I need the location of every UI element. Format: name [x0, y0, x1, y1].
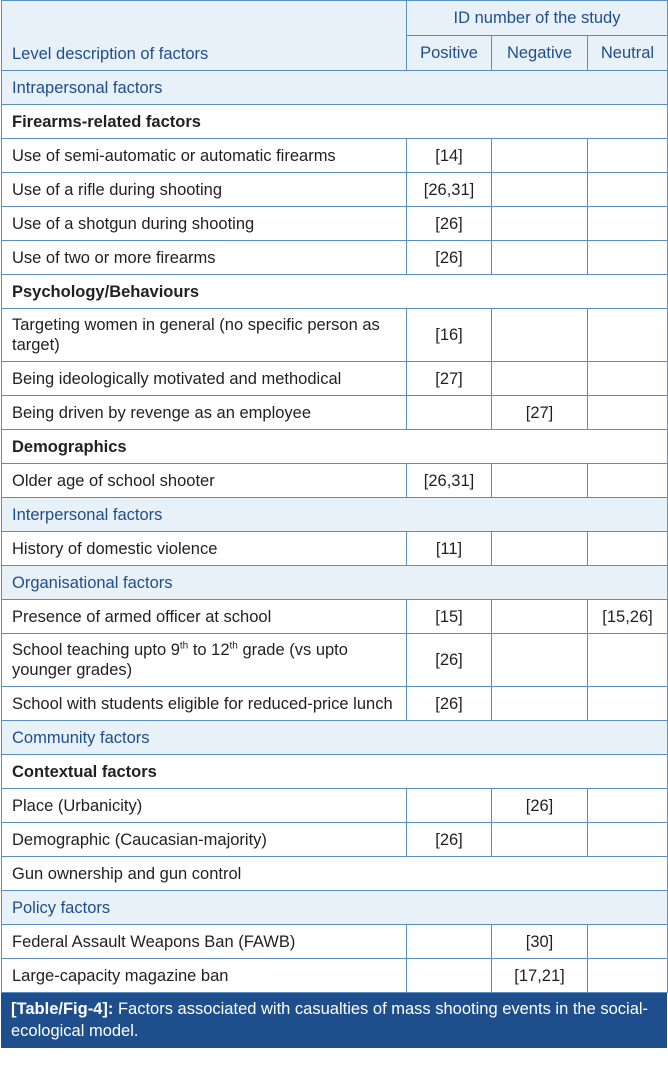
column-group-header: ID number of the study	[407, 1, 668, 36]
negative-cell	[492, 139, 588, 173]
factor-label-part: School teaching upto 9	[12, 641, 180, 659]
factor-label-part: grade (vs upto younger grades)	[12, 641, 348, 679]
level-heading: Community factors	[2, 721, 668, 755]
column-header-description: Level description of factors	[2, 1, 407, 71]
table-row	[2, 309, 668, 362]
negative-cell	[492, 532, 588, 566]
factor-label: Being ideologically motivated and methodical	[2, 362, 407, 396]
column-header-neutral: Neutral	[588, 36, 668, 71]
neutral-cell	[588, 173, 668, 207]
negative-cell	[492, 309, 588, 362]
neutral-cell	[588, 362, 668, 396]
subcategory-heading: Contextual factors	[2, 755, 668, 789]
level-row	[2, 721, 668, 755]
negative-cell: [30]	[492, 925, 588, 959]
neutral-cell	[588, 309, 668, 362]
factor-label: Place (Urbanicity)	[2, 789, 407, 823]
level-row	[2, 71, 668, 105]
factor-label: Use of semi-automatic or automatic firearms	[2, 139, 407, 173]
superscript: th	[229, 640, 238, 652]
neutral-cell: [15,26]	[588, 600, 668, 634]
positive-cell: [11]	[407, 532, 492, 566]
factor-label: Older age of school shooter	[2, 464, 407, 498]
level-heading: Intrapersonal factors	[2, 71, 668, 105]
neutral-cell	[588, 959, 668, 993]
factor-label-part: to 12	[188, 641, 230, 659]
subcategory-row	[2, 755, 668, 789]
positive-cell: [26]	[407, 241, 492, 275]
level-heading: Policy factors	[2, 891, 668, 925]
negative-cell	[492, 687, 588, 721]
positive-cell: [15]	[407, 600, 492, 634]
negative-cell: [26]	[492, 789, 588, 823]
factor-label: Use of two or more firearms	[2, 241, 407, 275]
table-figure	[1, 0, 667, 1048]
table-row	[2, 789, 668, 823]
table-row	[2, 207, 668, 241]
factor-label: Federal Assault Weapons Ban (FAWB)	[2, 925, 407, 959]
level-row	[2, 498, 668, 532]
negative-cell: [17,21]	[492, 959, 588, 993]
positive-cell: [26]	[407, 687, 492, 721]
neutral-cell	[588, 687, 668, 721]
neutral-cell	[588, 823, 668, 857]
table-caption	[1, 993, 667, 1048]
factor-label: Use of a rifle during shooting	[2, 173, 407, 207]
negative-cell	[492, 823, 588, 857]
superscript: th	[179, 640, 189, 652]
table-row	[2, 532, 668, 566]
table-row	[2, 600, 668, 634]
table-row	[2, 173, 668, 207]
neutral-cell	[588, 925, 668, 959]
table-row	[2, 959, 668, 993]
neutral-cell	[588, 532, 668, 566]
positive-cell: [26,31]	[407, 464, 492, 498]
subcategory-row	[2, 430, 668, 464]
subcategory-row	[2, 105, 668, 139]
negative-cell	[492, 173, 588, 207]
subcategory-heading: Firearms-related factors	[2, 105, 668, 139]
neutral-cell	[588, 139, 668, 173]
factors-table	[1, 0, 668, 993]
table-row	[2, 687, 668, 721]
caption-text: Factors associated with casualties of mass shooting events in the social-ecological model.	[11, 1000, 649, 1040]
positive-cell: [26]	[407, 634, 492, 687]
factor-label: Demographic (Caucasian-majority)	[2, 823, 407, 857]
table-row	[2, 464, 668, 498]
factor-label	[2, 634, 407, 687]
column-header-negative: Negative	[492, 36, 588, 71]
negative-cell	[492, 241, 588, 275]
positive-cell: [16]	[407, 309, 492, 362]
table-row	[2, 925, 668, 959]
level-heading: Organisational factors	[2, 566, 668, 600]
neutral-cell	[588, 464, 668, 498]
caption-tag: [Table/Fig-4]:	[11, 1000, 114, 1018]
subcategory-heading: Demographics	[2, 430, 668, 464]
neutral-cell	[588, 789, 668, 823]
negative-cell	[492, 464, 588, 498]
factor-label: Presence of armed officer at school	[2, 600, 407, 634]
factor-label: Gun ownership and gun control	[2, 857, 668, 891]
table-row	[2, 634, 668, 687]
table-row	[2, 857, 668, 891]
level-row	[2, 566, 668, 600]
negative-cell: [27]	[492, 396, 588, 430]
negative-cell	[492, 362, 588, 396]
positive-cell: [26]	[407, 823, 492, 857]
table-row	[2, 362, 668, 396]
table-row	[2, 396, 668, 430]
positive-cell	[407, 925, 492, 959]
table-row	[2, 139, 668, 173]
factor-label: Use of a shotgun during shooting	[2, 207, 407, 241]
table-row	[2, 823, 668, 857]
factor-label: Targeting women in general (no specific person as target)	[2, 309, 407, 362]
neutral-cell	[588, 396, 668, 430]
negative-cell	[492, 600, 588, 634]
neutral-cell	[588, 207, 668, 241]
positive-cell: [26,31]	[407, 173, 492, 207]
negative-cell	[492, 207, 588, 241]
positive-cell: [14]	[407, 139, 492, 173]
neutral-cell	[588, 634, 668, 687]
factor-label: Being driven by revenge as an employee	[2, 396, 407, 430]
subcategory-row	[2, 275, 668, 309]
negative-cell	[492, 634, 588, 687]
level-heading: Interpersonal factors	[2, 498, 668, 532]
subcategory-heading: Psychology/Behaviours	[2, 275, 668, 309]
positive-cell	[407, 396, 492, 430]
table-row	[2, 241, 668, 275]
level-row	[2, 891, 668, 925]
positive-cell	[407, 789, 492, 823]
factor-label: History of domestic violence	[2, 532, 407, 566]
positive-cell: [27]	[407, 362, 492, 396]
factor-label: School with students eligible for reduced-price lunch	[2, 687, 407, 721]
neutral-cell	[588, 241, 668, 275]
factor-label: Large-capacity magazine ban	[2, 959, 407, 993]
positive-cell: [26]	[407, 207, 492, 241]
header-row-top	[2, 1, 668, 36]
positive-cell	[407, 959, 492, 993]
column-header-positive: Positive	[407, 36, 492, 71]
